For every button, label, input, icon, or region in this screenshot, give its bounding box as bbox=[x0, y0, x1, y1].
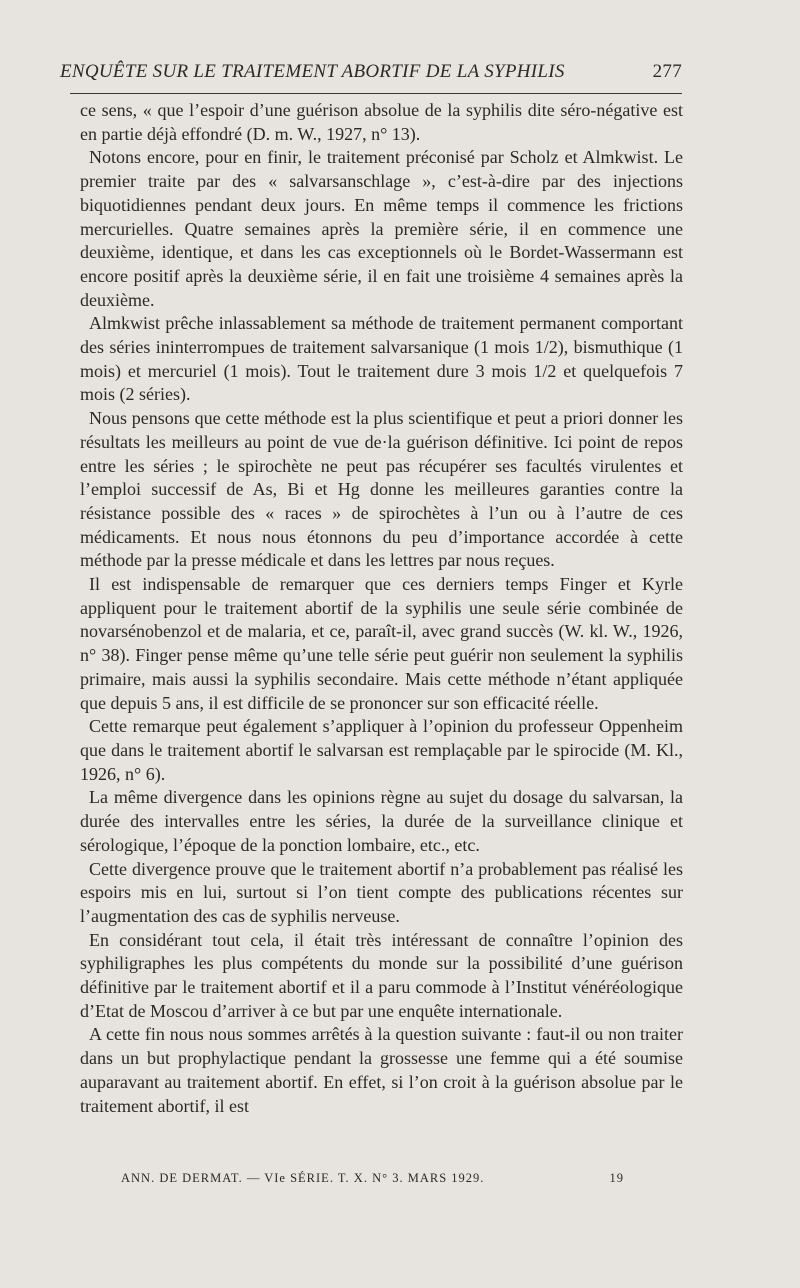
paragraph: A cette fin nous nous sommes arrêtés à la question suivante : faut-il ou non traiter dans un but prophylactique pendant la grossesse une femme qui a été soumise auparavant au traitement abortif. En effet, si l’on croit à la guérison absolue par le traitement abortif, il est bbox=[80, 1024, 683, 1116]
paragraph: La même divergence dans les opinions règne au sujet du dosage du salvarsan, la durée des intervalles entre les séries, la durée de la surveillance clinique et sérologique, l’époque de la ponction lombaire, etc., etc. bbox=[80, 787, 683, 855]
header-rule bbox=[70, 93, 682, 94]
page-number: 277 bbox=[652, 61, 682, 82]
paragraph: Notons encore, pour en finir, le traitement préconisé par Scholz et Almkwist. Le premier traite par des « salvarsanschlage », c’est-à-dire par des injections biquotidiennes pendant deux jours. En même temps il commence les frictions mercurielles. Quatre semaines après la première série, il en commence une deuxième, identique, et dans les cas exceptionnels où le Bordet-Wassermann est encore positif après la deuxième série, il en fait une troisième 4 semaines après la deuxième. bbox=[80, 147, 683, 310]
paragraph: Cette divergence prouve que le traitement abortif n’a probablement pas réalisé les espoirs mis en lui, surtout si l’on tient compte des publications récentes sur l’augmentation des cas de syphilis nerveuse. bbox=[80, 858, 683, 926]
paragraph: ce sens, « que l’espoir d’une guérison absolue de la syphilis dite séro-négative est en partie déjà effondré (D. m. W., 1927, n° 13). bbox=[80, 100, 683, 144]
paragraph: Cette remarque peut également s’appliquer à l’opinion du professeur Oppenheim que dans le traitement abortif le salvarsan est remplaçable par le spirocide (M. Kl., 1926, n° 6). bbox=[80, 716, 683, 784]
paragraph: En considérant tout cela, il était très intéressant de connaître l’opinion des syphiligraphes les plus compétents du monde sur la possibilité d’une guérison définitive par le traitement abortif et il a paru commode à l’Institut vénéréologique d’Etat de Moscou d’arriver à ce but par une enquête internationale. bbox=[80, 929, 683, 1021]
paragraph: Almkwist prêche inlassablement sa méthode de traitement permanent comportant des séries ininterrompues de traitement salvarsanique (1 mois 1/2), bismuthique (1 mois) et mercuriel (1 mois). Tout le traitement dure 3 mois 1/2 et quelquefois 7 mois (2 séries). bbox=[80, 313, 683, 405]
paragraph: Nous pensons que cette méthode est la plus scientifique et peut a priori donner les résultats les meilleurs au point de vue de·la guérison définitive. Ici point de repos entre les séries ; le spirochète ne peut pas récupérer ses facultés virulentes et l’emploi successif de As, Bi et Hg donne les meilleures garanties contre la résistance possible des « races » de spirochètes à l’un ou à l’autre de ces médicaments. Et nous nous étonnons du peu d’importance accordée à cette méthode par la presse médicale et dans les lettres par nous reçues. bbox=[80, 408, 683, 571]
journal-citation: ANN. DE DERMAT. — VIe SÉRIE. T. X. N° 3. MARS 1929. bbox=[121, 1171, 485, 1185]
body-text bbox=[80, 99, 683, 1118]
page-footer bbox=[121, 1171, 624, 1186]
running-title: ENQUÊTE SUR LE TRAITEMENT ABORTIF DE LA SYPHILIS bbox=[60, 61, 565, 82]
paragraph: Il est indispensable de remarquer que ces derniers temps Finger et Kyrle appliquent pour le traitement abortif de la syphilis une seule série combinée de novarsénobenzol et de malaria, et ce, paraît-il, avec grand succès (W. kl. W., 1926, n° 38). Finger pense même qu’une telle série peut guérir non seulement la syphilis primaire, mais aussi la syphilis secondaire. Mais cette méthode n’étant appliquée que depuis 5 ans, il est difficile de se prononcer sur son efficacité réelle. bbox=[80, 574, 683, 713]
signature-number: 19 bbox=[609, 1171, 624, 1185]
page-header bbox=[60, 61, 682, 83]
